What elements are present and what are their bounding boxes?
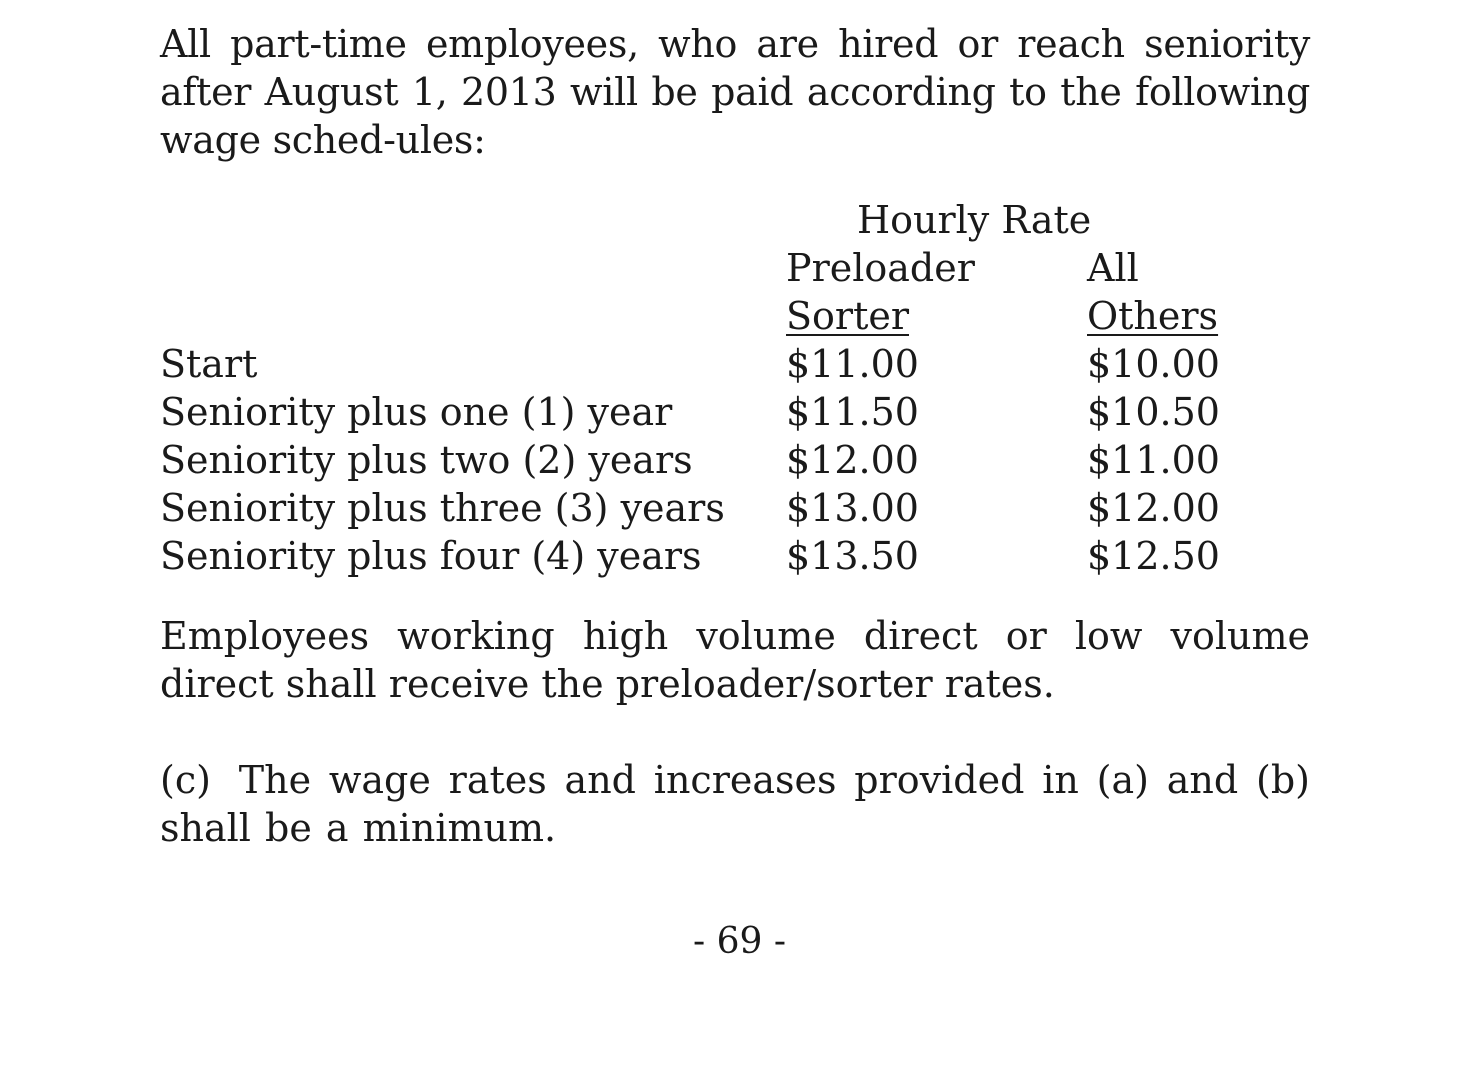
all-others-rate: $10.50: [1087, 390, 1220, 434]
table-row: [160, 340, 1310, 388]
column-header-line-underlined: Others: [1087, 294, 1219, 338]
row-step-label: Seniority plus four (4) years: [160, 534, 702, 578]
row-step-label: Seniority plus three (3) years: [160, 486, 725, 530]
table-row: [160, 388, 1310, 436]
row-step-label: Start: [160, 342, 258, 386]
clause-c-paragraph: [160, 756, 1310, 852]
preloader-sorter-rate: $11.50: [786, 390, 919, 434]
all-others-rate: $12.00: [1087, 486, 1220, 530]
preloader-sorter-rate: $11.00: [786, 342, 919, 386]
column-header-line-underlined: Sorter: [786, 294, 909, 338]
intro-paragraph: All part-time employees, who are hired or reach seniority after August 1, 2013 will be paid according to the following wage sched-ules:: [160, 22, 1310, 162]
column-header-line: All: [1087, 246, 1139, 290]
wage-schedule-table: [160, 196, 1310, 588]
document-page: [160, 20, 1310, 852]
all-others-rate: $11.00: [1087, 438, 1220, 482]
preloader-sorter-rate: $13.50: [786, 534, 919, 578]
table-row: [160, 436, 1310, 484]
column-header-all-others: [1087, 244, 1218, 340]
all-others-rate: $10.00: [1087, 342, 1220, 386]
preloader-sorter-rate: $12.00: [786, 438, 919, 482]
page-number: - 69 -: [692, 921, 787, 962]
column-header-preloader-sorter: [786, 244, 975, 340]
clause-label: (c): [160, 758, 211, 802]
rate-note-paragraph: Employees working high volume direct or low volume direct shall receive the preloader/sorter rates.: [160, 614, 1310, 706]
row-step-label: Seniority plus one (1) year: [160, 390, 673, 434]
all-others-rate: $12.50: [1087, 534, 1220, 578]
table-body: [160, 340, 1310, 580]
table-row: [160, 532, 1310, 580]
table-row: [160, 484, 1310, 532]
column-header-line: Preloader: [786, 246, 975, 290]
table-heading: Hourly Rate: [857, 198, 1092, 242]
row-step-label: Seniority plus two (2) years: [160, 438, 693, 482]
preloader-sorter-rate: $13.00: [786, 486, 919, 530]
clause-text: The wage rates and increases provided in (a) and (b) shall be a minimum.: [160, 758, 1310, 850]
